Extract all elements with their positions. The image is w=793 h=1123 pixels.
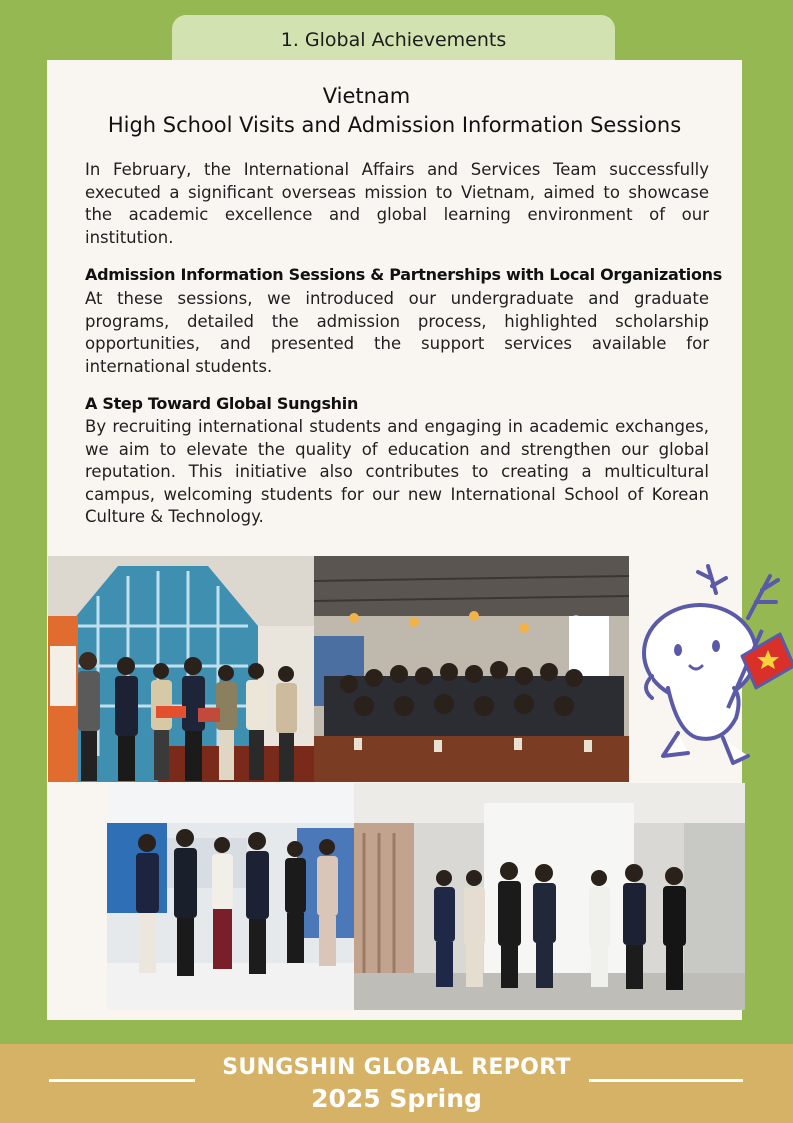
mascot-illustration — [638, 558, 793, 773]
content-panel — [47, 60, 742, 1020]
section-body-global: By recruiting international students and engaging in academic exchanges, we aim to elevate the quality of education and strengthen our global reputation. This initiative also contributes to creating a multicultural campus, welcoming students for our new International School of Korean Culture & Technology. — [85, 417, 709, 526]
page-title: High School Visits and Admission Information Sessions — [107, 113, 682, 137]
section-tab-label: 1. Global Achievements — [280, 29, 507, 51]
footer-subtitle: 2025 Spring — [311, 1084, 482, 1113]
footer-title: SUNGSHIN GLOBAL REPORT — [222, 1055, 571, 1080]
section-heading-admission: Admission Information Sessions & Partnerships with Local Organizations — [85, 265, 723, 284]
photo-admission-session-group — [48, 556, 314, 782]
page-title-country: Vietnam — [322, 84, 411, 108]
photo-partner-office-lobby — [107, 783, 354, 1010]
photo-information-session-crowd — [314, 556, 629, 782]
intro-paragraph: In February, the International Affairs and Services Team successfully executed a significant overseas mission to Vietnam, aimed to showcase the academic excellence and global learning environment of our institution. — [85, 160, 709, 247]
section-heading-global: A Step Toward Global Sungshin — [85, 394, 359, 413]
section-tab — [172, 15, 615, 65]
section-body-admission: At these sessions, we introduced our undergraduate and graduate programs, detailed the admission process, highlighted scholarship opportunities, and presented the support services available for international students. — [85, 289, 709, 376]
photo-school-hallway-group — [354, 783, 745, 1010]
